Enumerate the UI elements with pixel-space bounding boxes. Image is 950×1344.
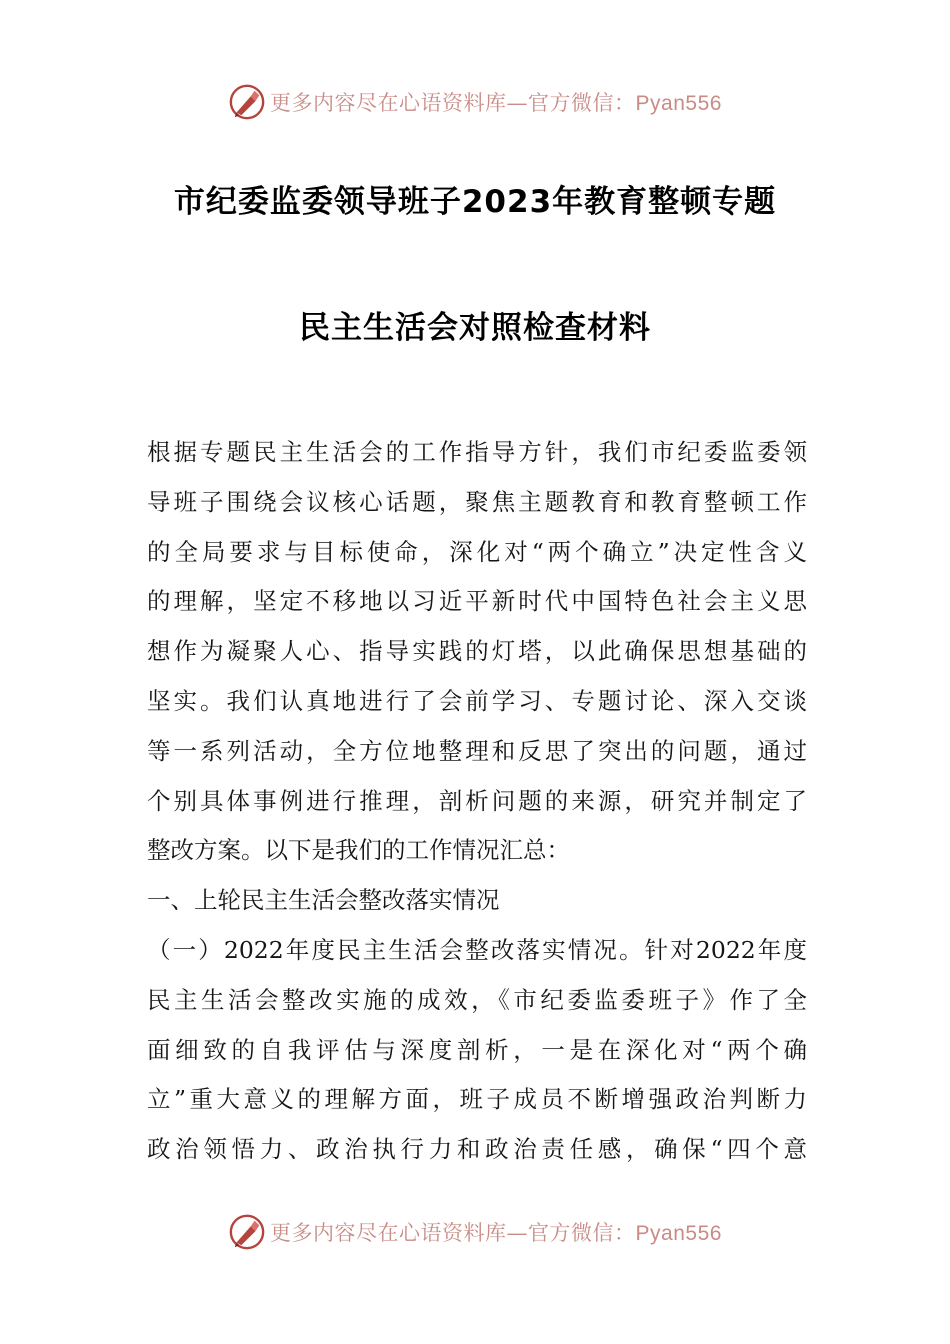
body-line: 根据专题民主生活会的工作指导方针，我们市纪委监委领 [147, 438, 807, 466]
body-line: 民主生活会整改实施的成效，《市纪委监委班子》作了全 [147, 985, 807, 1014]
section-heading: 一、上轮民主生活会整改落实情况 [147, 886, 500, 915]
body-line: 坚实。我们认真地进行了会前学习、专题讨论、深入交谈 [147, 686, 807, 715]
body-line: 导班子围绕会议核心话题，聚焦主题教育和教育整顿工作 [147, 487, 807, 516]
body-line: 的全局要求与目标使命，深化对“两个确立”决定性含义 [147, 537, 807, 566]
body-line: 的理解，坚定不移地以习近平新时代中国特色社会主义思 [147, 587, 807, 616]
wechat-id: Pyan556 [635, 92, 722, 115]
body-line: 面细致的自我评估与深度剖析，一是在深化对“两个确 [147, 1035, 807, 1064]
document-title-line-2: 民主生活会对照检查材料 [299, 310, 651, 346]
body-line: （一）2022年度民主生活会整改落实情况。针对2022年度 [147, 935, 807, 964]
body-line: 等一系列活动，全方位地整理和反思了突出的问题，通过 [147, 736, 807, 765]
body-line: 整改方案。以下是我们的工作情况汇总： [147, 836, 570, 865]
watermark-text: 更多内容尽在心语资料库—官方微信：Pyan556 [270, 1221, 722, 1245]
header-watermark [0, 82, 950, 122]
body-line: 政治领悟力、政治执行力和政治责任感，确保“四个意 [147, 1135, 807, 1164]
wechat-id: Pyan556 [635, 1222, 722, 1245]
document-body [147, 428, 807, 1175]
body-line: 立”重大意义的理解方面，班子成员不断增强政治判断力 [147, 1085, 807, 1114]
body-line: 个别具体事例进行推理，剖析问题的来源，研究并制定了 [147, 786, 807, 815]
footer-watermark [0, 1212, 950, 1252]
pen-logo-icon [228, 83, 266, 121]
watermark-text: 更多内容尽在心语资料库—官方微信：Pyan556 [270, 91, 722, 115]
body-line: 想作为凝聚人心、指导实践的灯塔，以此确保思想基础的 [147, 637, 807, 666]
document-title-line-1: 市纪委监委领导班子2023年教育整顿专题 [173, 184, 777, 220]
pen-logo-icon [228, 1213, 266, 1251]
